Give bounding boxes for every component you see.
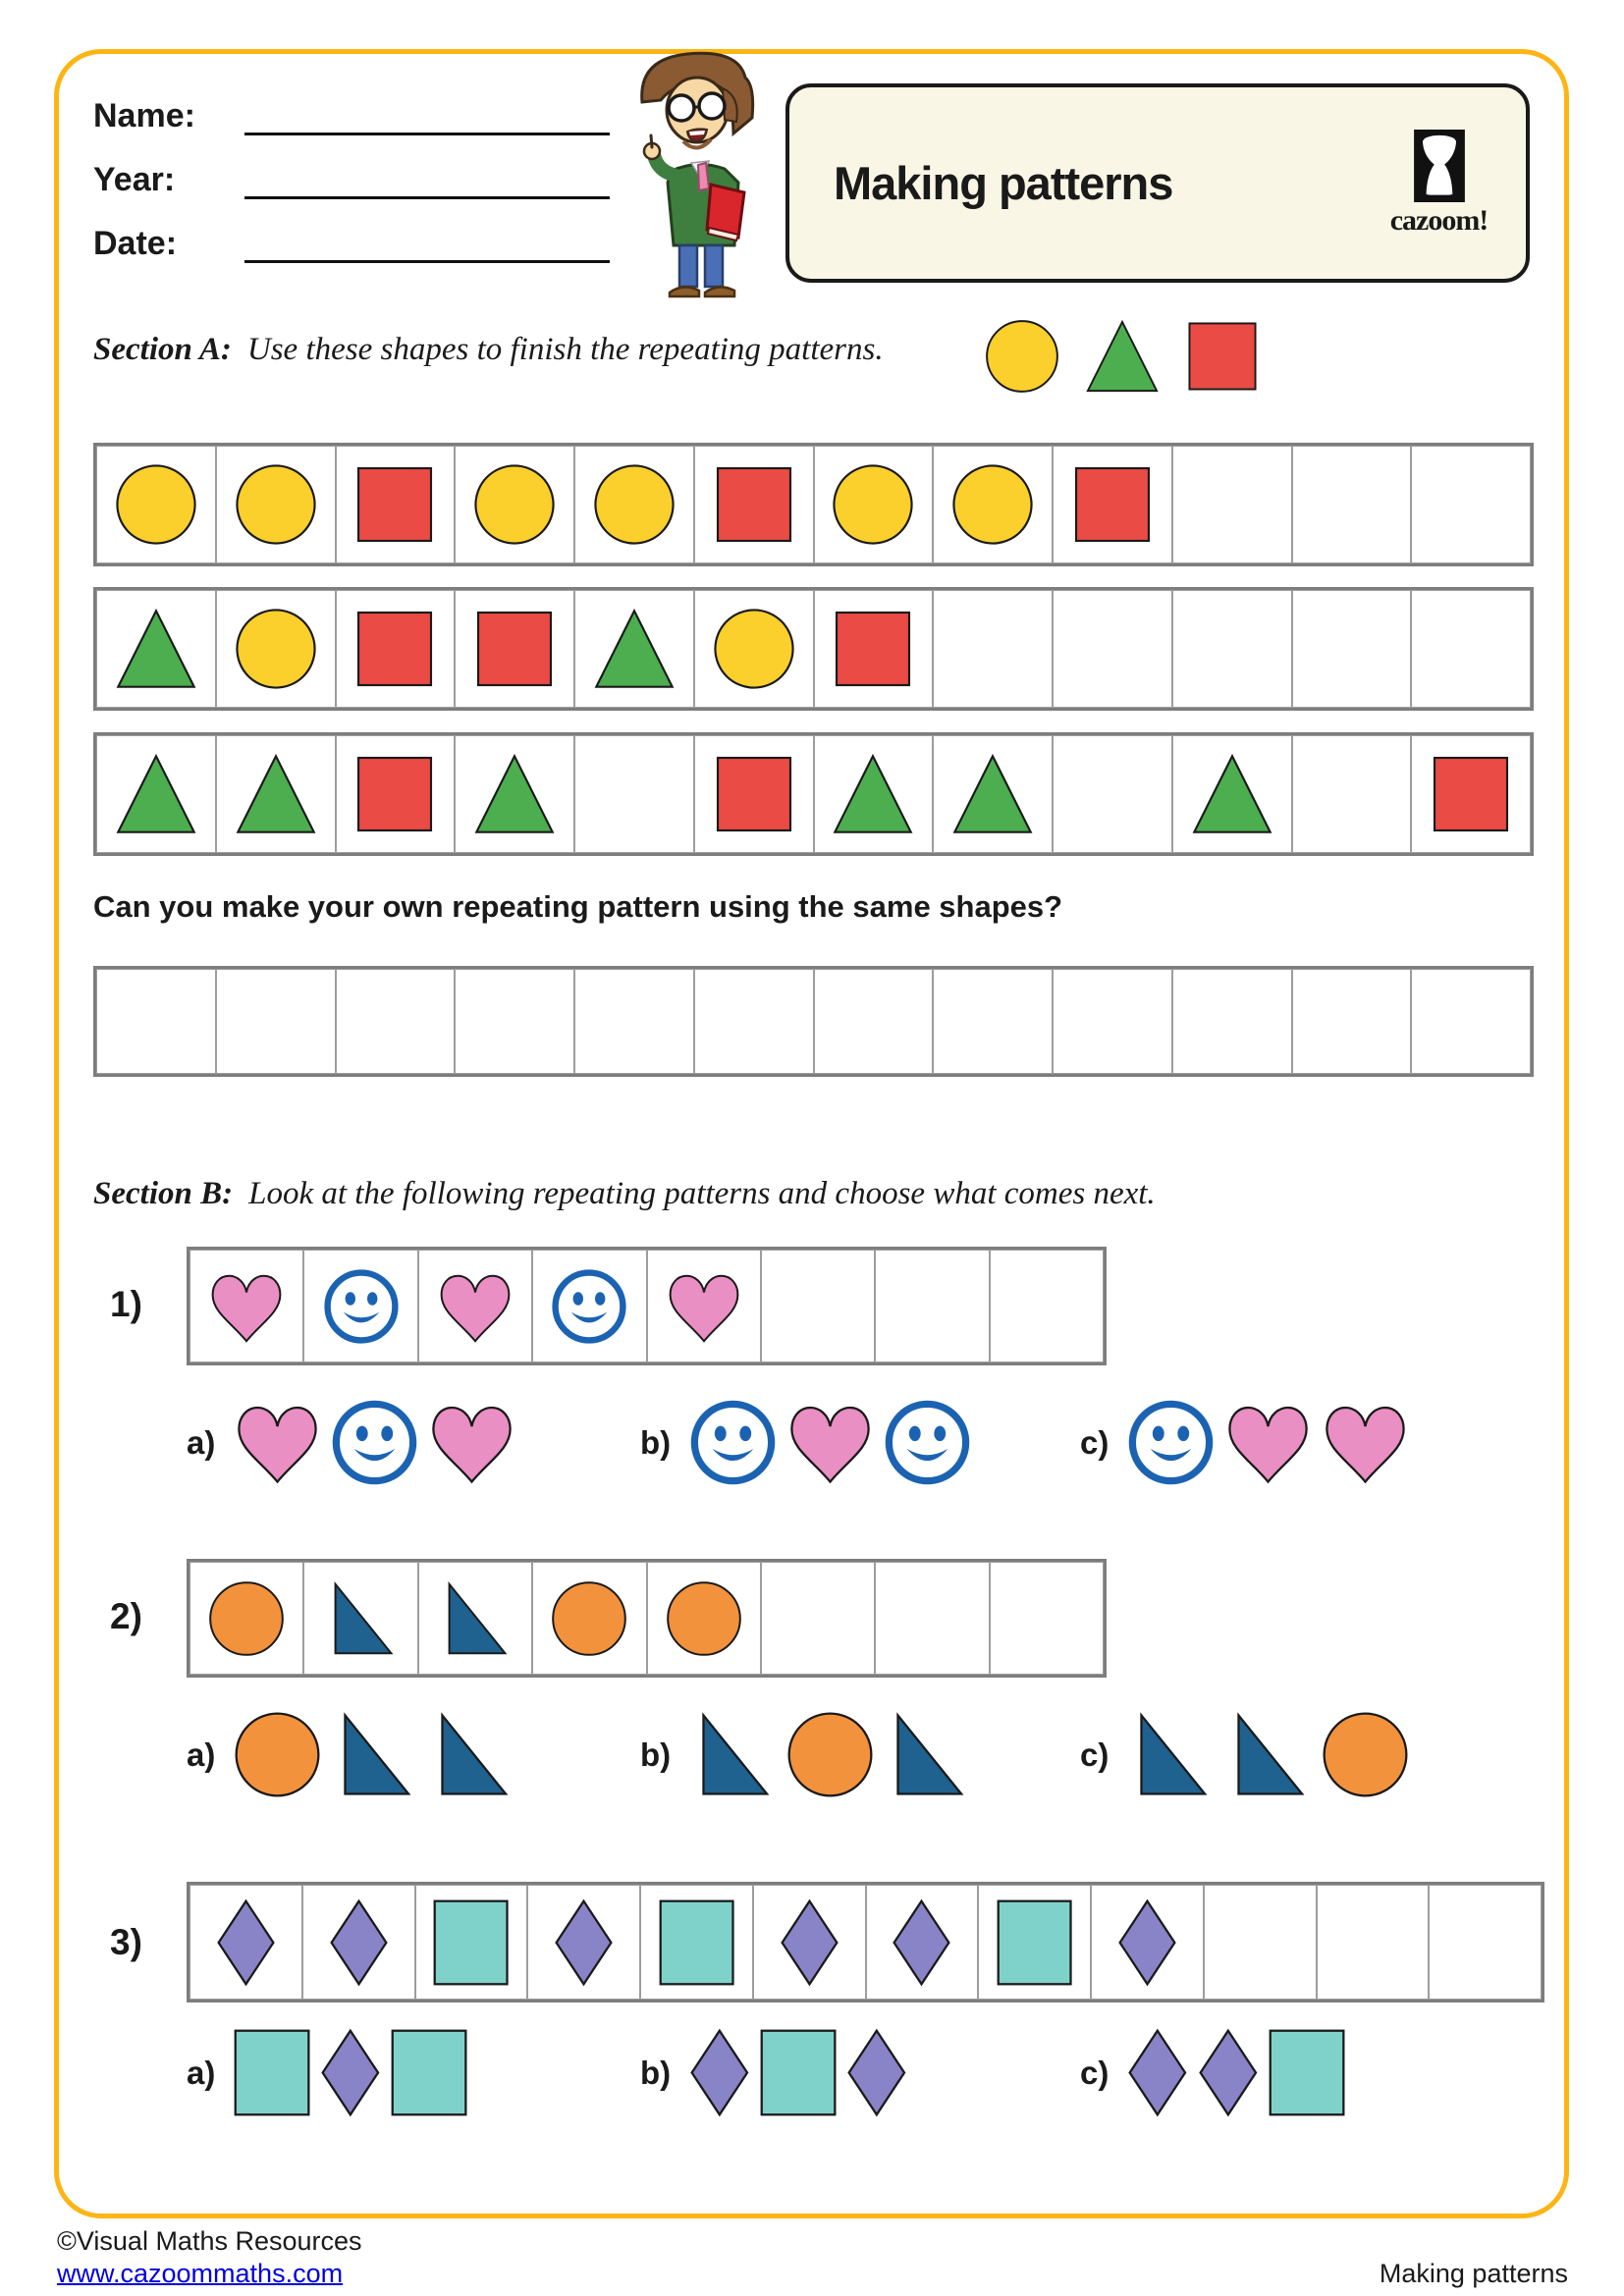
pattern-cell-square-teal: [640, 1885, 753, 2000]
question-2-option-c: [1080, 1710, 1410, 1799]
own-pattern-prompt: Can you make your own repeating pattern using the same shapes?: [93, 889, 1063, 924]
pattern-cell-triangle-green: [933, 735, 1053, 853]
smiley-blue-shape: [1126, 1398, 1216, 1487]
pattern-cell-triangle-green: [216, 735, 336, 853]
teacher-cartoon-illustration: [607, 45, 799, 300]
pattern-cell-smiley-blue: [532, 1250, 646, 1362]
rtriangle-blue-shape: [330, 1710, 419, 1799]
rtriangle-blue-shape: [322, 1579, 401, 1658]
heart-pink-shape: [233, 1398, 322, 1487]
brand-name: cazoom!: [1389, 203, 1489, 237]
pattern-cell-empty: [990, 1562, 1104, 1675]
option-a-label: a): [187, 1735, 216, 1773]
pattern-cell-diamond-purple: [866, 1885, 979, 2000]
pattern-cell-heart-pink: [189, 1250, 303, 1362]
pattern-cell-empty: [1292, 735, 1412, 853]
heart-pink-shape: [1223, 1398, 1313, 1487]
question-1-number: 1): [110, 1284, 142, 1324]
circle-yellow-shape: [984, 318, 1060, 395]
pattern-cell-empty: [875, 1562, 989, 1675]
smiley-blue-shape: [688, 1398, 778, 1487]
rtriangle-blue-shape: [883, 1710, 972, 1799]
square-red-shape: [352, 752, 437, 836]
pattern-cell-empty: [761, 1250, 875, 1362]
pattern-cell-empty: [875, 1250, 989, 1362]
square-teal-shape: [658, 1898, 735, 1987]
question-1-option-b: [640, 1398, 972, 1487]
diamond-purple-shape: [779, 1898, 840, 1987]
square-teal-shape: [233, 2028, 311, 2117]
pattern-cell-empty: [1317, 1885, 1430, 2000]
pattern-cell-circle-orange: [647, 1562, 761, 1675]
heart-pink-shape: [665, 1267, 743, 1346]
rtriangle-blue-shape: [1126, 1710, 1216, 1799]
diamond-purple-shape: [1197, 2028, 1260, 2117]
square-teal-shape: [1268, 2028, 1346, 2117]
pattern-cell-empty: [761, 1562, 875, 1675]
pattern-cell-empty: [1053, 735, 1172, 853]
square-teal-shape: [432, 1898, 510, 1987]
circle-yellow-shape: [831, 462, 915, 547]
option-c-shapes: [1126, 1710, 1410, 1799]
pattern-cell-square-red: [694, 735, 814, 853]
circle-yellow-shape: [950, 462, 1035, 547]
triangle-green-shape: [234, 752, 318, 836]
rtriangle-blue-shape: [436, 1579, 514, 1658]
section-b-instruction: Look at the following repeating patterns and choose what comes next.: [248, 1176, 1156, 1211]
smiley-blue-shape: [322, 1267, 401, 1346]
smiley-blue-shape: [330, 1398, 419, 1487]
section-b-heading: [93, 1176, 1156, 1212]
pattern-row-2: [93, 587, 1534, 711]
circle-yellow-shape: [592, 462, 677, 547]
footer-worksheet-name: Making patterns: [1379, 2259, 1568, 2288]
pattern-cell-empty: [694, 969, 814, 1074]
pattern-row-1: [93, 443, 1534, 566]
pattern-cell-square-teal: [415, 1885, 528, 2000]
question-1-option-c: [1080, 1398, 1410, 1487]
pattern-cell-diamond-purple: [1091, 1885, 1204, 2000]
diamond-purple-shape: [553, 1898, 615, 1987]
heart-pink-shape: [1321, 1398, 1410, 1487]
circle-yellow-shape: [472, 462, 557, 547]
name-field: [93, 90, 610, 135]
circle-yellow-shape: [114, 462, 198, 547]
option-b-shapes: [688, 1398, 972, 1487]
pattern-cell-triangle-green: [1172, 735, 1292, 853]
name-input-line: [244, 93, 610, 135]
pattern-cell-triangle-green: [574, 590, 694, 708]
pattern-cell-empty: [1172, 590, 1292, 708]
triangle-green-shape: [831, 752, 915, 836]
pattern-cell-circle-yellow: [694, 590, 814, 708]
circle-orange-shape: [1321, 1710, 1410, 1799]
rtriangle-blue-shape: [688, 1710, 778, 1799]
pattern-cell-smiley-blue: [303, 1250, 417, 1362]
pattern-cell-square-red: [694, 446, 814, 563]
heart-pink-shape: [436, 1267, 514, 1346]
pattern-cell-circle-yellow: [216, 590, 336, 708]
pattern-cell-square-red: [336, 446, 456, 563]
pattern-cell-square-red: [336, 590, 456, 708]
option-c-label: c): [1080, 2054, 1110, 2091]
pattern-cell-triangle-green: [455, 735, 574, 853]
pattern-cell-empty: [216, 969, 336, 1074]
date-input-line: [244, 221, 610, 263]
question-3-option-b: [640, 2028, 908, 2117]
diamond-purple-shape: [688, 2028, 751, 2117]
square-red-shape: [831, 607, 915, 691]
pattern-cell-circle-orange: [189, 1562, 303, 1675]
heart-pink-shape: [207, 1267, 286, 1346]
pattern-cell-empty: [1411, 446, 1531, 563]
diamond-purple-shape: [845, 2028, 908, 2117]
djembe-drum-icon: [1414, 130, 1465, 202]
pattern-cell-square-teal: [978, 1885, 1091, 2000]
square-red-shape: [1184, 318, 1261, 395]
option-c-shapes: [1126, 2028, 1345, 2117]
diamond-purple-shape: [1126, 2028, 1189, 2117]
square-teal-shape: [390, 2028, 468, 2117]
option-b-label: b): [640, 1423, 672, 1461]
year-label: Year:: [93, 161, 176, 198]
pattern-cell-empty: [1053, 590, 1172, 708]
pattern-cell-circle-yellow: [574, 446, 694, 563]
pattern-cell-square-red: [336, 735, 456, 853]
triangle-green-shape: [114, 607, 198, 691]
diamond-purple-shape: [215, 1898, 277, 1987]
pattern-cell-empty: [1411, 590, 1531, 708]
worksheet-title: Making patterns: [834, 157, 1173, 209]
circle-orange-shape: [550, 1579, 628, 1658]
date-field: [93, 218, 610, 263]
square-red-shape: [352, 462, 437, 547]
triangle-green-shape: [472, 752, 557, 836]
option-c-label: c): [1080, 1423, 1110, 1461]
heart-pink-shape: [785, 1398, 875, 1487]
pattern-row-3: [93, 732, 1534, 856]
pattern-cell-empty: [814, 969, 934, 1074]
title-box: [785, 83, 1530, 283]
sample-shapes: [984, 318, 1261, 395]
date-label: Date:: [93, 225, 178, 262]
square-teal-shape: [996, 1898, 1073, 1987]
triangle-green-shape: [592, 607, 677, 691]
copyright-text: ©Visual Maths Resources: [57, 2226, 362, 2256]
question-3-option-c: [1080, 2028, 1346, 2117]
pattern-cell-circle-yellow: [455, 446, 574, 563]
diamond-purple-shape: [1116, 1898, 1178, 1987]
pattern-cell-diamond-purple: [753, 1885, 866, 2000]
pattern-cell-empty: [1053, 969, 1172, 1074]
triangle-green-shape: [950, 752, 1035, 836]
pattern-cell-empty: [1292, 590, 1412, 708]
pattern-cell-empty: [574, 735, 694, 853]
pattern-cell-diamond-purple: [527, 1885, 640, 2000]
pattern-cell-empty: [574, 969, 694, 1074]
square-red-shape: [712, 752, 796, 836]
pattern-cell-empty: [1411, 969, 1531, 1074]
pattern-cell-triangle-green: [96, 590, 216, 708]
diamond-purple-shape: [891, 1898, 952, 1987]
smiley-blue-shape: [550, 1267, 628, 1346]
option-a-shapes: [233, 1398, 516, 1487]
teacher-cartoon-icon: [607, 45, 799, 300]
pattern-cell-empty: [933, 590, 1053, 708]
pattern-cell-empty: [1172, 446, 1292, 563]
question-2-number: 2): [110, 1596, 142, 1636]
pattern-cell-heart-pink: [418, 1250, 532, 1362]
square-red-shape: [1070, 462, 1155, 547]
option-b-shapes: [688, 1710, 972, 1799]
circle-yellow-shape: [234, 462, 318, 547]
pattern-cell-square-red: [1053, 446, 1172, 563]
pattern-cell-square-red: [1411, 735, 1531, 853]
question-3-number: 3): [110, 1922, 142, 1962]
option-c-shapes: [1126, 1398, 1410, 1487]
rtriangle-blue-shape: [427, 1710, 516, 1799]
heart-pink-shape: [427, 1398, 516, 1487]
question-3-grid: [187, 1882, 1544, 2002]
triangle-green-shape: [114, 752, 198, 836]
square-red-shape: [712, 462, 796, 547]
pattern-cell-triangle-green: [814, 735, 934, 853]
rtriangle-blue-shape: [1223, 1710, 1313, 1799]
pattern-cell-rtriangle-blue: [303, 1562, 417, 1675]
question-2-grid: [187, 1559, 1107, 1678]
diamond-purple-shape: [328, 1898, 390, 1987]
pattern-cell-empty: [1292, 969, 1412, 1074]
pattern-cell-empty: [1429, 1885, 1542, 2000]
circle-orange-shape: [207, 1579, 286, 1658]
pattern-cell-circle-yellow: [96, 446, 216, 563]
year-input-line: [244, 157, 610, 199]
circle-orange-shape: [233, 1710, 322, 1799]
circle-orange-shape: [665, 1579, 743, 1658]
pattern-cell-circle-yellow: [216, 446, 336, 563]
pattern-cell-square-red: [814, 590, 934, 708]
pattern-cell-empty: [933, 969, 1053, 1074]
pattern-cell-rtriangle-blue: [418, 1562, 532, 1675]
name-label: Name:: [93, 97, 195, 134]
question-2-option-a: [187, 1710, 516, 1799]
pattern-cell-empty: [1204, 1885, 1317, 2000]
option-a-shapes: [233, 1710, 516, 1799]
option-a-shapes: [233, 2028, 468, 2117]
pattern-cell-square-red: [455, 590, 574, 708]
section-b-label: Section B:: [93, 1176, 234, 1211]
circle-orange-shape: [785, 1710, 875, 1799]
square-red-shape: [472, 607, 557, 691]
pattern-cell-empty: [1292, 446, 1412, 563]
circle-yellow-shape: [234, 607, 318, 691]
section-a-instruction: Use these shapes to finish the repeating patterns.: [246, 332, 884, 367]
pattern-cell-circle-yellow: [933, 446, 1053, 563]
square-teal-shape: [759, 2028, 838, 2117]
option-c-label: c): [1080, 1735, 1110, 1773]
square-red-shape: [352, 607, 437, 691]
triangle-green-shape: [1190, 752, 1274, 836]
pattern-cell-empty: [1172, 969, 1292, 1074]
pattern-cell-diamond-purple: [189, 1885, 302, 2000]
pattern-cell-empty: [96, 969, 216, 1074]
pattern-cell-circle-orange: [532, 1562, 646, 1675]
pattern-cell-circle-yellow: [814, 446, 934, 563]
question-3-option-a: [187, 2028, 468, 2117]
pattern-cell-diamond-purple: [302, 1885, 415, 2000]
diamond-purple-shape: [319, 2028, 382, 2117]
question-1-option-a: [187, 1398, 516, 1487]
question-2-option-b: [640, 1710, 972, 1799]
section-a-heading: [93, 332, 884, 368]
option-b-shapes: [688, 2028, 907, 2117]
year-field: [93, 154, 610, 199]
question-1-grid: [187, 1247, 1107, 1365]
option-a-label: a): [187, 2054, 216, 2091]
triangle-green-shape: [1084, 318, 1161, 395]
cazoom-logo: [1378, 130, 1500, 238]
square-red-shape: [1429, 752, 1513, 836]
own-pattern-grid: [93, 966, 1534, 1077]
pattern-cell-empty: [455, 969, 574, 1074]
circle-yellow-shape: [712, 607, 796, 691]
pattern-cell-heart-pink: [647, 1250, 761, 1362]
pattern-cell-triangle-green: [96, 735, 216, 853]
pattern-cell-empty: [336, 969, 456, 1074]
option-b-label: b): [640, 1735, 672, 1773]
cazoommaths-link[interactable]: www.cazoommaths.com: [57, 2259, 344, 2288]
option-a-label: a): [187, 1423, 216, 1461]
section-a-label: Section A:: [93, 332, 232, 367]
smiley-blue-shape: [883, 1398, 972, 1487]
pattern-cell-empty: [990, 1250, 1104, 1362]
option-b-label: b): [640, 2054, 672, 2091]
